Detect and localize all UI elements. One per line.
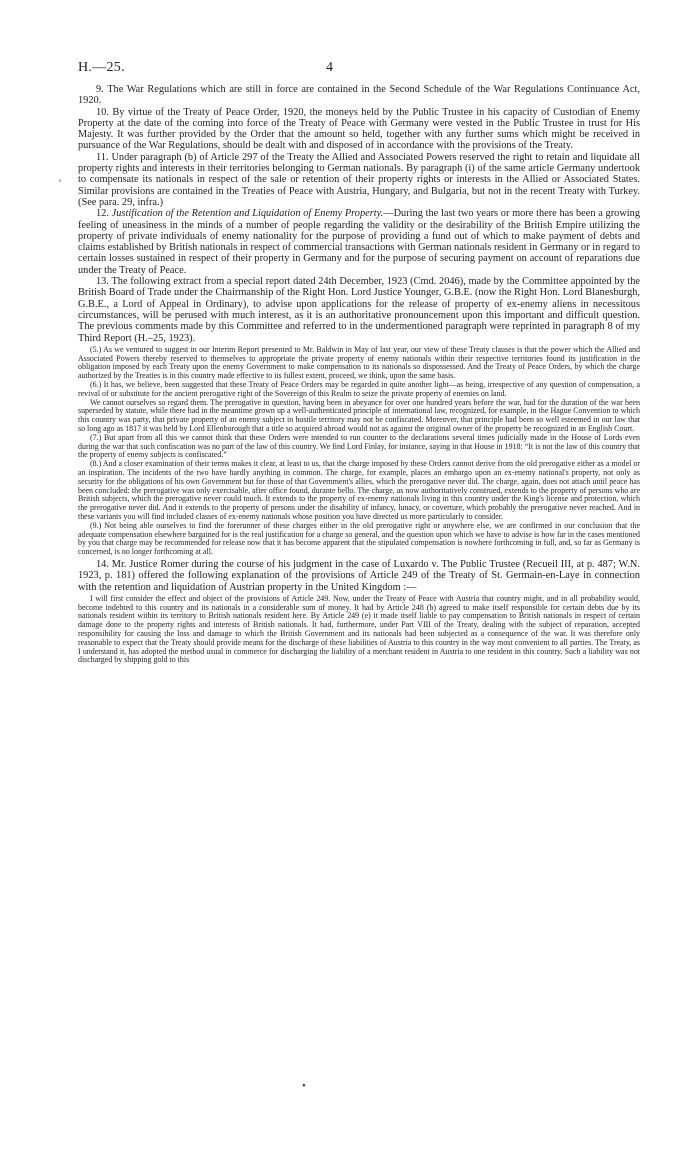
paragraph-12-text: —During the last two years or more there has been a growing feeling of uneasiness in the minds of a number of people regarding the validity or the desirability of the British Empire utilizing the property of private individuals of enemy nationality for the purpose of providing a fund out of which to make payment of debts and claims established by British nationals in respect of commercial transactions with German nationals resident in Germany or in regard to certain losses sustained in respect of their property in Germany and for the purpose of securing payment on account of reparations due under the Treaty of Peace. xyxy=(78,208,641,276)
margin-mark: ' xyxy=(59,176,62,190)
extract-item-5: (5.) As we ventured to suggest in our Interim Report presented to Mr. Baldwin in May of last year, our view of these Treaty clauses is that the power which the Allied and Associated Powers thereby reserved to themselves to appropriate the private property of enemy nationals within their respective territories found its justification in the obligation imposed by each Treaty upon the enemy Government to make compensation to its nationals so dispossessed. And the Treaty of Peace Orders, by which the charge authorized by the Treaties is in this country made effective to its fullest extent, proceed, we think, upon the same basis. xyxy=(78,344,640,381)
document-reference: H.—25. xyxy=(78,60,125,75)
paragraph-12 xyxy=(78,208,640,276)
document-page xyxy=(78,60,640,667)
paragraph-14: 14. Mr. Justice Romer during the course of his judgment in the case of Luxardo v. The Public Trustee (Recueil III, at p. 487; W.N. 1923, p. 181) offered the following explanation of the provisions of Article 249 of the Treaty of St. Germain-en-Laye in connection with the retention and liquidation of Austrian property in the United Kingdom :— xyxy=(78,558,640,593)
page-number: 4 xyxy=(326,60,333,75)
extract-item-9: (9.) Not being able ourselves to find the forerunner of these charges either in the old prerogative right or anywhere else, we are confirmed in our conclusion that the adequate compensation elsewhere bargained for is the real justification for a charge so general, and the question upon which we have to advise is how far in the cases mentioned by you that charge may be recommended for release now that it has become apparent that the stipulated compensation is nowhere forthcoming in full, and, so far as Germany is concerned, is no longer forthcoming at all. xyxy=(78,520,640,557)
page-header xyxy=(78,60,640,84)
paragraph-11: 11. Under paragraph (b) of Article 297 of the Treaty the Allied and Associated Powers reserved the right to retain and liquidate all property rights and interests in their territories belonging to German nationals. By paragraph (i) of the same article Germany undertook to compensate its nationals in respect of the sale or retention of their property rights or interests in the Allied or Associated States. Similar provisions are contained in the Treaties of Peace with Austria, Hungary, and Bulgaria, but not in the recent Treaty with Turkey. (See para. 29, infra.) xyxy=(78,151,640,208)
extract-item-6-cont: We cannot ourselves so regard them. The prerogative in question, having been in abeyance for over one hundred years before the war, had for the duration of the war been superseded by statute, while there had in the meantime grown up a well-authenticated principle of international law, recognized, for example, in the Hague Convention to which this country was party, that private property of an enemy subject in hostile territory may not be confiscated. Moreover, that principle had been so well esteemed in our law that so long ago as 1817 it was held by Lord Ellenborough that a title so acquired abroad would not as against the original owner of the property be recognized in an English Court. xyxy=(78,397,640,433)
extract-item-7: (7.) But apart from all this we cannot think that these Orders were intended to run counter to the declarations several times judicially made in the House of Lords even during the war that such confiscation was no part of the law of this country. We find Lord Finlay, for instance, saying in that House in 1918: “It is not the law of this country that the property of enemy subjects is confiscated.” xyxy=(78,432,640,460)
paragraph-9: 9. The War Regulations which are still in force are contained in the Second Schedule of the War Regulations Continuance Act, 1920. xyxy=(78,84,640,107)
paragraph-10: 10. By virtue of the Treaty of Peace Order, 1920, the moneys held by the Public Trustee in his capacity of Custodian of Enemy Property at the date of the coming into force of the Treaty of Peace with Germany were vested in the Public Trustee in trust for His Majesty. It was further provided by the Order that the amount so held, together with any further sums which might be received in pursuance of the War Regulations, should be dealt with and disposed of in accordance with the provisions of the Treaty. xyxy=(78,106,640,152)
committee-extract xyxy=(78,346,640,557)
bottom-dot-mark: • xyxy=(302,1080,306,1092)
paragraph-12-number: 12. xyxy=(96,208,112,220)
judgment-extract xyxy=(78,595,640,665)
paragraph-13: 13. The following extract from a special report dated 24th December, 1923 (Cmd. 2046), made by the Committee appointed by the British Board of Trade under the Chairmanship of the Right Hon. Lord Justice Younger, G.B.E. (now the Right Hon. Lord Blanesburgh, G.B.E., a Lord of Appeal in Ordinary), to advise upon applications for the release of property of ex-enemy aliens in necessitous circumstances, will be perused with much interest, as it is an authoritative pronouncement upon this important and difficult question. The previous comments made by this Committee and referred to in the undermentioned paragraph were reprinted in paragraph 8 of my Third Report (H.–25, 1923). xyxy=(78,276,640,344)
judgment-quote: I will first consider the effect and object of the provisions of Article 249. Now, under the Treaty of Peace with Austria that country might, and in all probability would, become indebted to this country and its nationals in a considerable sum of money. It had by Article 248 (b) agreed to make itself responsible for certain debts due by its nationals resident within its territory to British nationals resident here. By Article 249 (e) it made itself liable to pay compensation to British nationals in respect of certain damage done to the property rights and interests of British nationals. It had, furthermore, under Part VIII of the Treaty, dealing with the subject of reparation, accepted responsibility for causing the loss and damage to which the British Government and its nationals had been subjected as a consequence of the war. It was therefore only reasonable to expect that the Treaty should provide means for the discharge of these liabilities of Austria to this country in the way most convenient to all parties. The Treaty, as I understand it, has adopted the method usual in commerce for discharging the liability of a merchant resident in Austria to one resident in this country. Such a liability was not discharged by shipping gold to this xyxy=(78,593,640,665)
extract-item-8: (8.) And a closer examination of their terms makes it clear, at least to us, that the charge imposed by these Orders cannot derive from the old prerogative either as a model or an inspiration. The incidents of the two have hardly anything in common. The charge, for example, places an embargo upon an ex-enemy national's property, not only as security for the obligations of his own Government but for those of that Government's allies, which the prerogative never did. The charge, again, does not attach until peace has been concluded: the prerogative was only exercisable, after office found, durante bello. The charge, as now authoritatively construed, extends to the property of persons who are British subjects, which the prerogative never could touch. It extends to the property of ex-enemy nationals living in this country under the King's license and protection, which the prerogative never did. And it extends to the property of persons under the disability of infancy, lunacy, or coverture, which probably the prerogative never reached. And in these variants you will find included classes of ex-enemy nationals whose position you have directed us more particularly to consider. xyxy=(78,459,640,521)
extract-item-6: (6.) It has, we believe, been suggested that these Treaty of Peace Orders may be regarded in quite another light—as being, irrespective of any question of compensation, a revival of or substitute for the ancient prerogative right of the Sovereign of this Realm to seize the private property of enemies on land. xyxy=(78,380,640,398)
paragraph-12-heading: Justification of the Retention and Liquidation of Enemy Property. xyxy=(111,208,384,220)
